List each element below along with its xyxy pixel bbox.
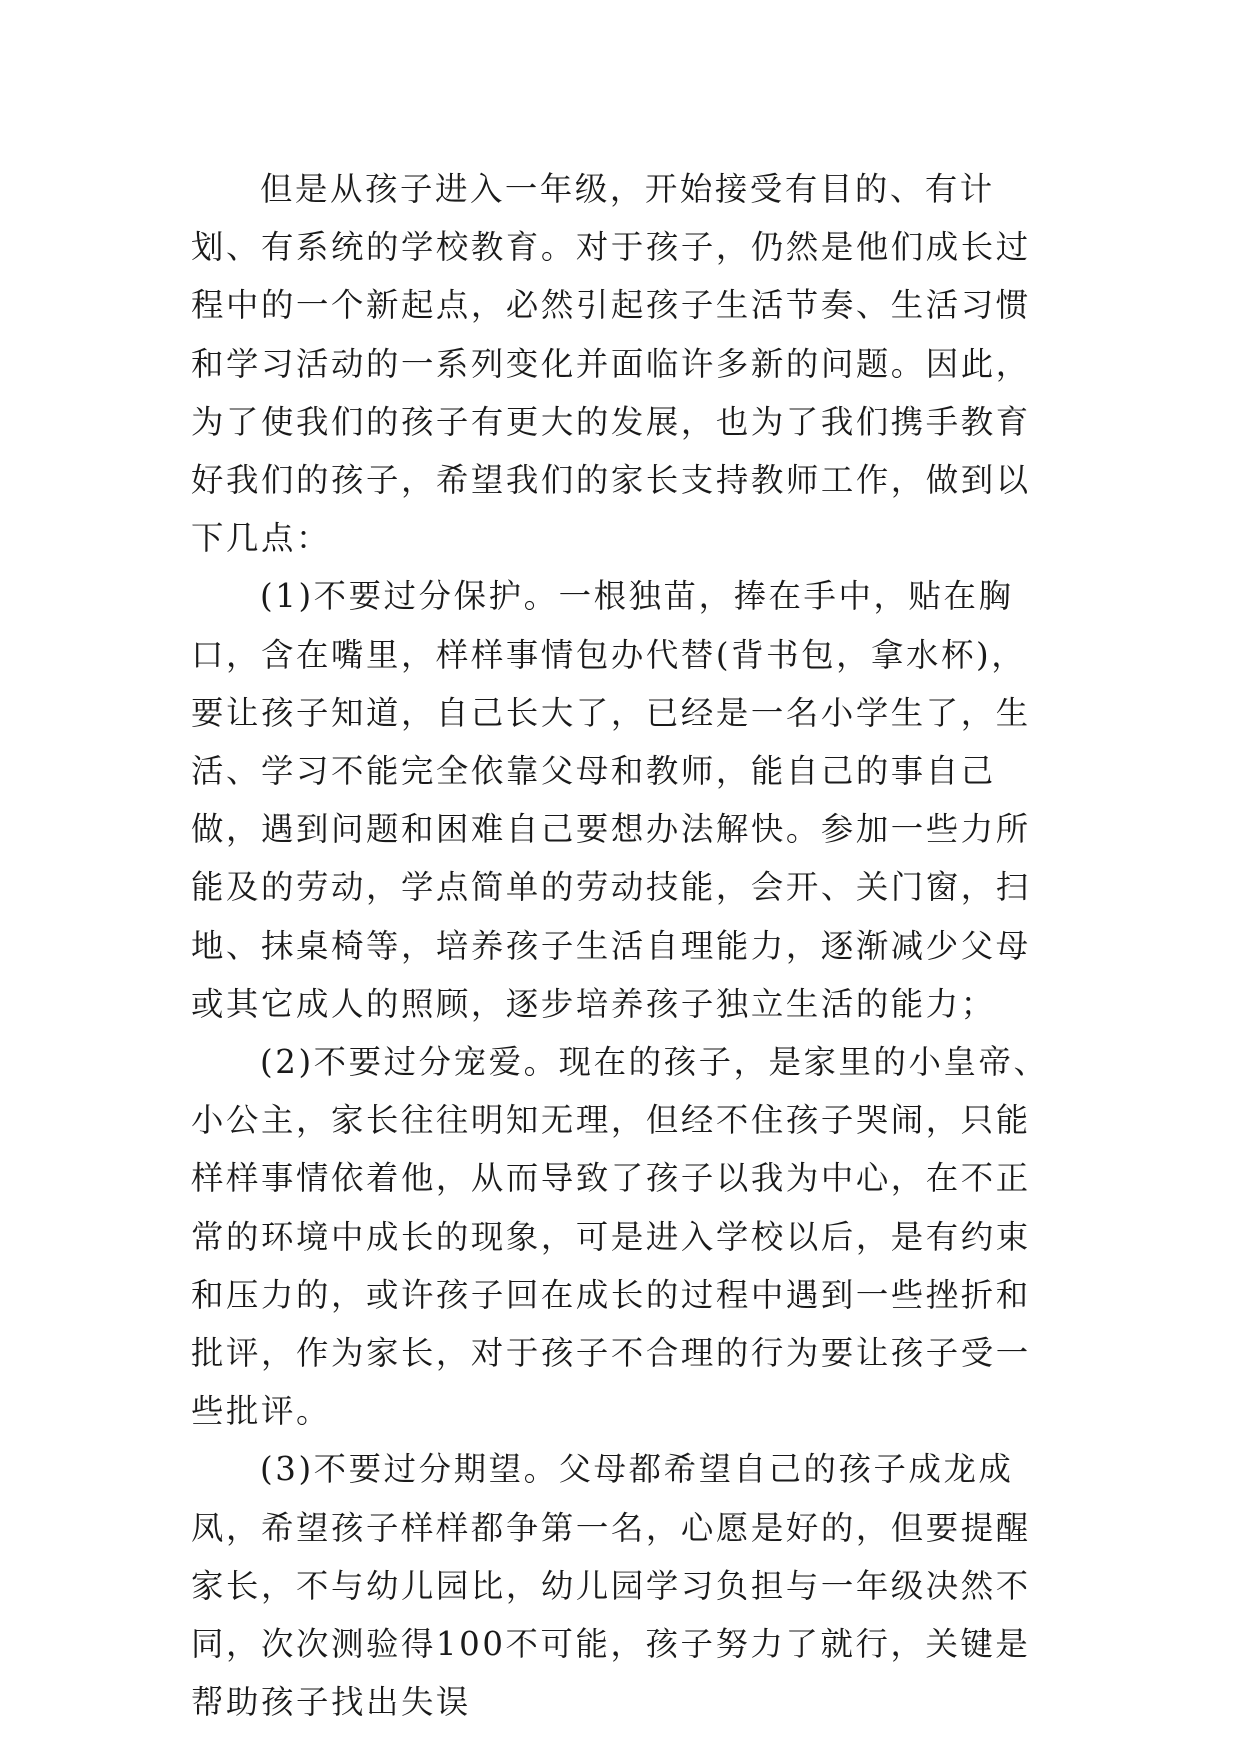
- document-body: [191, 160, 1049, 1731]
- paragraph-point-2: (2)不要过分宠爱。现在的孩子，是家里的小皇帝、小公主，家长往往明知无理，但经不住孩子哭闹，只能样样事情依着他，从而导致了孩子以我为中心，在不正常的环境中成长的现象，可是进入学校以后，是有约束和压力的，或许孩子回在成长的过程中遇到一些挫折和批评，作为家长，对于孩子不合理的行为要让孩子受一些批评。: [191, 1043, 1049, 1431]
- paragraph-intro: 但是从孩子进入一年级，开始接受有目的、有计划、有系统的学校教育。对于孩子，仍然是他们成长过程中的一个新起点，必然引起孩子生活节奏、生活习惯和学习活动的一系列变化并面临许多新的问题。因此，为了使我们的孩子有更大的发展，也为了我们携手教育好我们的孩子，希望我们的家长支持教师工作，做到以下几点：: [191, 170, 1031, 558]
- paragraph-point-1: (1)不要过分保护。一根独苗，捧在手中，贴在胸口，含在嘴里，样样事情包办代替(背书包，拿水杯)，要让孩子知道，自己长大了，已经是一名小学生了，生活、学习不能完全依靠父母和教师，能自己的事自己做，遇到问题和困难自己要想办法解快。参加一些力所能及的劳动，学点简单的劳动技能，会开、关门窗，扫地、抹桌椅等，培养孩子生活自理能力，逐渐减少父母或其它成人的照顾，逐步培养孩子独立生活的能力；: [191, 577, 1031, 1023]
- paragraph-point-3: (3)不要过分期望。父母都希望自己的孩子成龙成凤，希望孩子样样都争第一名，心愿是好的，但要提醒家长，不与幼儿园比，幼儿园学习负担与一年级决然不同，次次测验得100不可能，孩子努力了就行，关键是帮助孩子找出失误: [191, 1450, 1031, 1722]
